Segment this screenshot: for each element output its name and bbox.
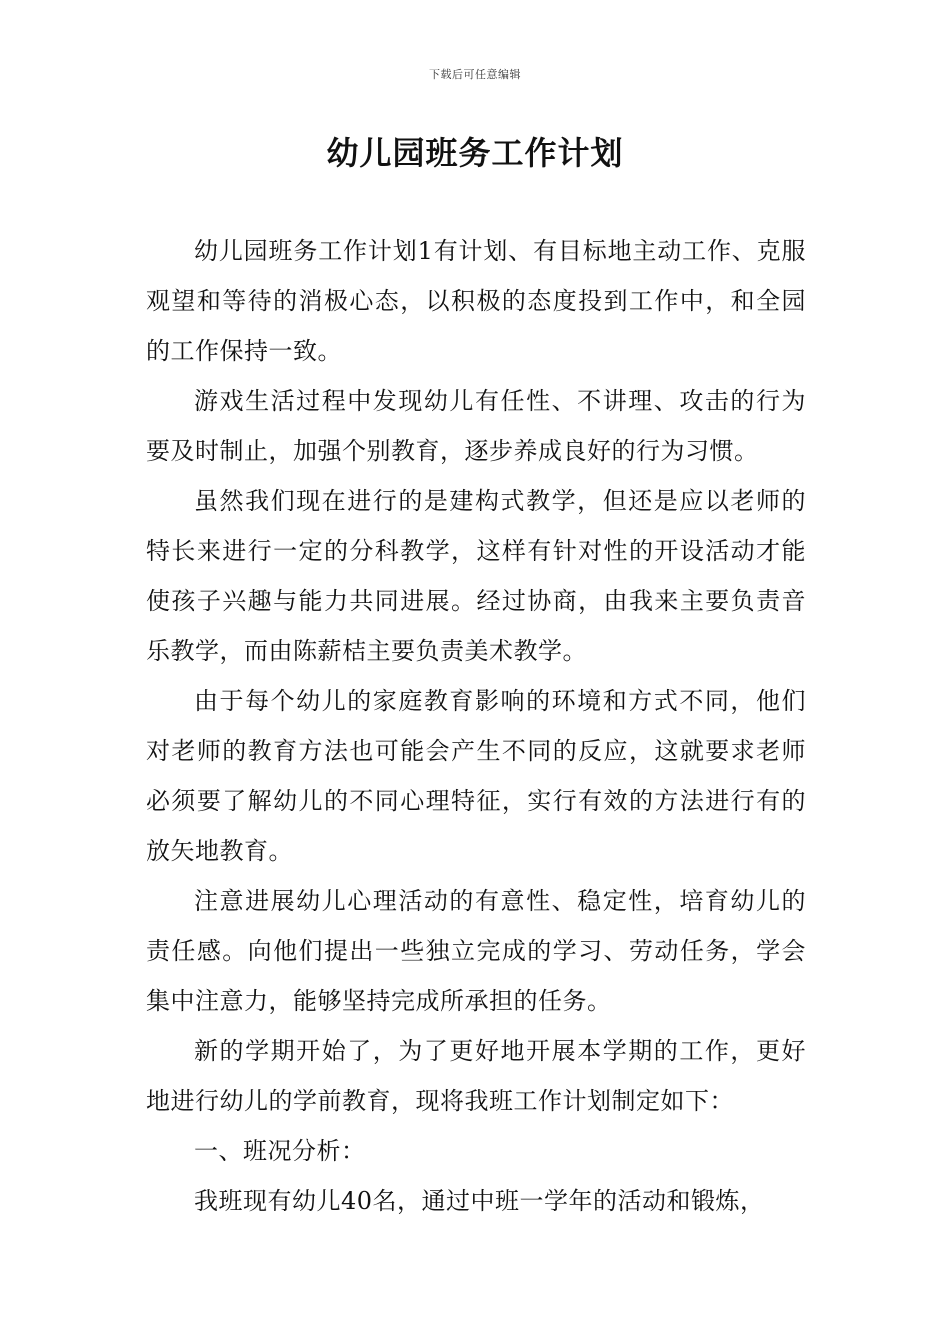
paragraph-family: 由于每个幼儿的家庭教育影响的环境和方式不同，他们对老师的教育方法也可能会产生不同的反应，这就要求老师必须要了解幼儿的不同心理特征，实行有效的方法进行有的放矢地教育。 [146,687,806,865]
paragraph-class-status: 我班现有幼儿40名，通过中班一学年的活动和锻炼， [194,1187,765,1215]
section-heading-class-analysis: 一、班况分析： [194,1137,366,1165]
paragraph-psychology: 注意进展幼儿心理活动的有意性、稳定性，培育幼儿的责任感。向他们提出一些独立完成的学习、劳动任务，学会集中注意力，能够坚持完成所承担的任务。 [146,887,806,1015]
paragraph-new-term: 新的学期开始了，为了更好地开展本学期的工作，更好地进行幼儿的学前教育，现将我班工作计划制定如下： [146,1037,806,1115]
paragraph-behavior: 游戏生活过程中发现幼儿有任性、不讲理、攻击的行为要及时制止，加强个别教育，逐步养成良好的行为习惯。 [146,387,806,465]
document-body [146,226,806,1226]
paragraph-teaching: 虽然我们现在进行的是建构式教学，但还是应以老师的特长来进行一定的分科教学，这样有针对性的开设活动才能使孩子兴趣与能力共同进展。经过协商，由我来主要负责音乐教学，而由陈薪桔主要负责美术教学。 [146,487,806,665]
header-note: 下载后可任意编辑 [429,68,521,81]
document-title: 幼儿园班务工作计划 [326,134,624,172]
paragraph-intro: 幼儿园班务工作计划1有计划、有目标地主动工作、克服观望和等待的消极心态，以积极的态度投到工作中，和全园的工作保持一致。 [146,237,806,365]
